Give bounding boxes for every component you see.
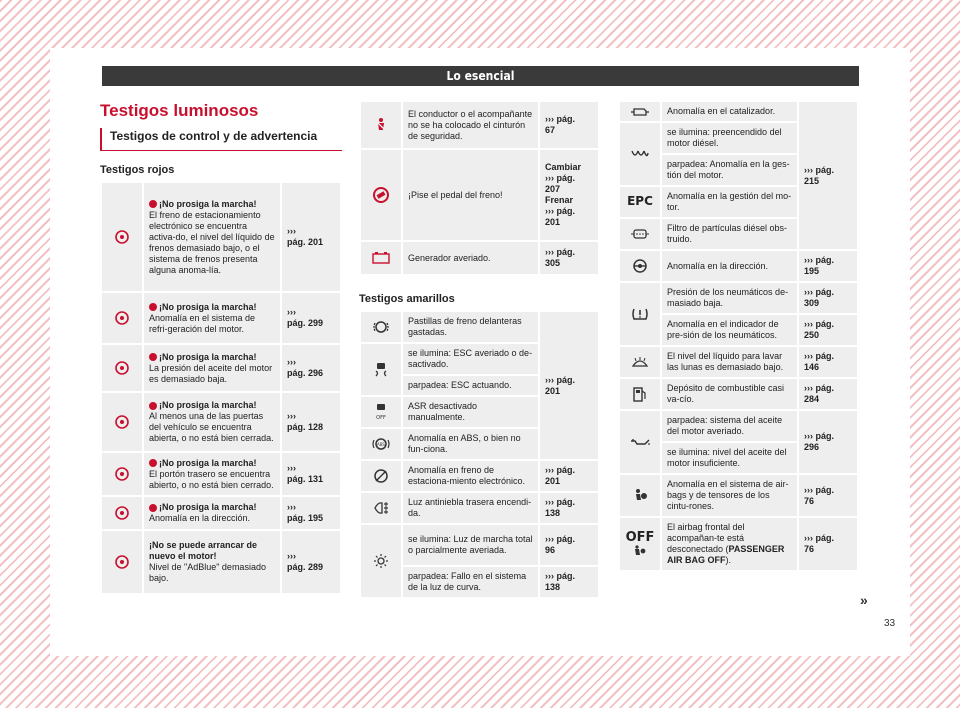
airbag-icon [620, 475, 660, 516]
row-text: Anomalía en la dirección. [662, 251, 797, 281]
column-3 [618, 100, 859, 572]
table-row [620, 379, 857, 409]
row-text: Presión de los neumáticos de-masiado baja. [662, 283, 797, 313]
brake-warning-icon [102, 183, 142, 291]
page-ref: ››› pág. 284 [799, 379, 857, 409]
row-bold-text: ¡No prosiga la marcha! [149, 458, 275, 469]
row-text: se ilumina: nivel del aceite del motor insuficiente. [662, 443, 797, 473]
rear-fog-icon [361, 493, 401, 523]
page-header: Lo esencial [102, 66, 859, 86]
table-row [620, 347, 857, 377]
table-row [361, 461, 598, 491]
tyre-pressure-icon [620, 283, 660, 345]
table-row [102, 293, 340, 343]
table-row [620, 283, 857, 313]
passenger-airbag-off-icon: OFF [620, 518, 660, 570]
row-text: ¡No prosiga la marcha! El freno de estacionamiento electrónico se encuentra activa-do, el nivel del líquido de frenos demasiado bajo, o el sistema de frenos presenta alguna anoma-lía. [144, 183, 280, 291]
page-ref: ››› pág. 289 [282, 531, 340, 593]
row-text: ¡No prosiga la marcha! Anomalía en la dirección. [144, 497, 280, 529]
row-text: Anomalía en el sistema de air-bags y de tensores de los cintu-rones. [662, 475, 797, 516]
red-lamp-icon [149, 303, 157, 311]
table-row [620, 518, 857, 570]
row-bold-text: ¡No se puede arrancar de nuevo el motor! [149, 540, 258, 561]
row-text: parpadea: ESC actuando. [403, 376, 538, 395]
page-ref: ››› pág. 131 [282, 453, 340, 495]
svg-text:OFF: OFF [376, 415, 386, 421]
glow-plug-icon [620, 123, 660, 185]
page-ref: ››› pág. 201 [282, 183, 340, 291]
page-ref: ››› pág. 296 [799, 411, 857, 473]
yellow-warning-table [359, 310, 600, 599]
table-row [620, 102, 857, 121]
table-row [102, 183, 340, 291]
row-text: Anomalía en la gestión del mo-tor. [662, 187, 797, 217]
red-heading: Testigos rojos [100, 164, 175, 176]
row-text: ¡No prosiga la marcha! Al menos una de las puertas del vehículo se encuentra abierta, o no está bien cerrada. [144, 393, 280, 451]
row-text: se ilumina: ESC averiado o de-sactivado. [403, 344, 538, 374]
coolant-temperature-icon [102, 293, 142, 343]
oil-level-icon [620, 411, 660, 473]
page-ref: ››› pág. 96 [540, 525, 598, 565]
table-row [361, 102, 598, 148]
page-ref: ››› pág. 201 [540, 461, 598, 491]
table-row [620, 411, 857, 441]
row-text: ¡Pise el pedal del freno! [403, 150, 538, 240]
page-ref: ››› pág. 128 [282, 393, 340, 451]
red-lamp-icon [149, 504, 157, 512]
washer-fluid-icon [620, 347, 660, 377]
press-brake-icon [361, 150, 401, 240]
page-ref: ››› pág. 299 [282, 293, 340, 343]
table-row [620, 251, 857, 281]
column-1 [100, 100, 342, 595]
row-text: El airbag frontal del acompañan-te está desconectado (PASSENGER AIR BAG OFF). [662, 518, 797, 570]
row-text: se ilumina: preencendido del motor diésel. [662, 123, 797, 153]
row-bold-text: ¡No prosiga la marcha! [149, 302, 275, 313]
catalyst-icon [620, 102, 660, 121]
section-title: Testigos luminosos [100, 101, 259, 120]
page-ref: ››› pág. 201 [540, 312, 598, 459]
row-text: El conductor o el acompañante no se ha colocado el cinturón de seguridad. [403, 102, 538, 148]
table-row [361, 525, 598, 565]
oil-pressure-icon [102, 345, 142, 391]
table-row [102, 497, 340, 529]
table-row [361, 242, 598, 274]
red-warning-table [100, 181, 342, 595]
steering-fault-icon [102, 497, 142, 529]
table-row [102, 453, 340, 495]
brake-pads-icon [361, 312, 401, 342]
fuel-icon [620, 379, 660, 409]
svg-text:ABS: ABS [377, 442, 385, 447]
seatbelt-icon [361, 102, 401, 148]
row-text: Anomalía en el catalizador. [662, 102, 797, 121]
page-ref: ››› pág. 76 [799, 518, 857, 570]
row-bold-text: ¡No prosiga la marcha! [149, 199, 275, 210]
row-text: parpadea: Fallo en el sistema de la luz de curva. [403, 567, 538, 597]
row-text: se ilumina: Luz de marcha total o parcialmente averiada. [403, 525, 538, 565]
page-ref: ››› pág. 146 [799, 347, 857, 377]
bulb-fault-icon [361, 525, 401, 597]
table-row [102, 393, 340, 451]
row-text: ¡No prosiga la marcha! Anomalía en el sistema de refri-geración del motor. [144, 293, 280, 343]
row-text: Depósito de combustible casi va-cío. [662, 379, 797, 409]
row-text: parpadea: sistema del aceite del motor averiado. [662, 411, 797, 441]
row-text: parpadea: Anomalía en la ges-tión del motor. [662, 155, 797, 185]
column-2 [359, 100, 600, 599]
row-text: ¡No prosiga la marcha! El portón trasero se encuentra abierto, o no está bien cerrado. [144, 453, 280, 495]
red-warning-table-cont [359, 100, 600, 276]
page-ref: ››› pág. 305 [540, 242, 598, 274]
red-lamp-icon [149, 353, 157, 361]
page-ref: Cambiar ››› pág. 207 Frenar ››› pág. 201 [540, 150, 598, 240]
page-ref: ››› pág. 250 [799, 315, 857, 345]
row-text: Generador averiado. [403, 242, 538, 274]
esc-icon [361, 344, 401, 395]
page-ref: ››› pág. 138 [540, 567, 598, 597]
page-ref: ››› pág. 76 [799, 475, 857, 516]
row-bold-text: ¡No prosiga la marcha! [149, 400, 275, 411]
row-text: Anomalía en freno de estaciona-miento electrónico. [403, 461, 538, 491]
row-text: Luz antiniebla trasera encendi-da. [403, 493, 538, 523]
page-ref: ››› pág. 296 [282, 345, 340, 391]
row-text: ¡No se puede arrancar de nuevo el motor! Nivel de "AdBlue" demasiado bajo. [144, 531, 280, 593]
table-row [102, 531, 340, 593]
adblue-icon [102, 531, 142, 593]
row-text: Filtro de partículas diésel obs-truido. [662, 219, 797, 249]
table-row [102, 345, 340, 391]
page-ref: ››› pág. 195 [282, 497, 340, 529]
yellow-warning-table-cont [618, 100, 859, 572]
row-text: Anomalía en ABS, o bien no fun-ciona. [403, 429, 538, 459]
table-row [620, 475, 857, 516]
door-open-icon [102, 393, 142, 451]
parking-brake-fault-icon [361, 461, 401, 491]
asr-off-icon [361, 397, 401, 427]
particulate-filter-icon [620, 219, 660, 249]
red-lamp-icon [149, 402, 157, 410]
red-lamp-icon [149, 459, 157, 467]
row-bold-text: ¡No prosiga la marcha! [149, 502, 275, 513]
steering-fault-icon [620, 251, 660, 281]
page-ref: ››› pág. 195 [799, 251, 857, 281]
epc-icon: EPC [620, 187, 660, 217]
row-text: Pastillas de freno delanteras gastadas. [403, 312, 538, 342]
yellow-heading: Testigos amarillos [359, 293, 455, 305]
row-text: El nivel del líquido para lavar las lunas es demasiado bajo. [662, 347, 797, 377]
row-text: ¡No prosiga la marcha! La presión del aceite del motor es demasiado baja. [144, 345, 280, 391]
page-ref: ››› pág. 67 [540, 102, 598, 148]
page-ref: ››› pág. 309 [799, 283, 857, 313]
battery-icon [361, 242, 401, 274]
page-ref: ››› pág. 138 [540, 493, 598, 523]
row-text: Anomalía en el indicador de pre-sión de los neumáticos. [662, 315, 797, 345]
continue-arrow-icon: » [860, 592, 868, 608]
abs-icon [361, 429, 401, 459]
table-row [361, 493, 598, 523]
page-ref: ››› pág. 215 [799, 102, 857, 249]
table-row [361, 150, 598, 240]
row-bold-text: ¡No prosiga la marcha! [149, 352, 275, 363]
page-number: 33 [884, 618, 896, 629]
table-row [361, 312, 598, 342]
tailgate-open-icon [102, 453, 142, 495]
red-lamp-icon [149, 200, 157, 208]
section-subtitle: Testigos de control y de advertencia [100, 128, 342, 151]
row-text: ASR desactivado manualmente. [403, 397, 538, 427]
